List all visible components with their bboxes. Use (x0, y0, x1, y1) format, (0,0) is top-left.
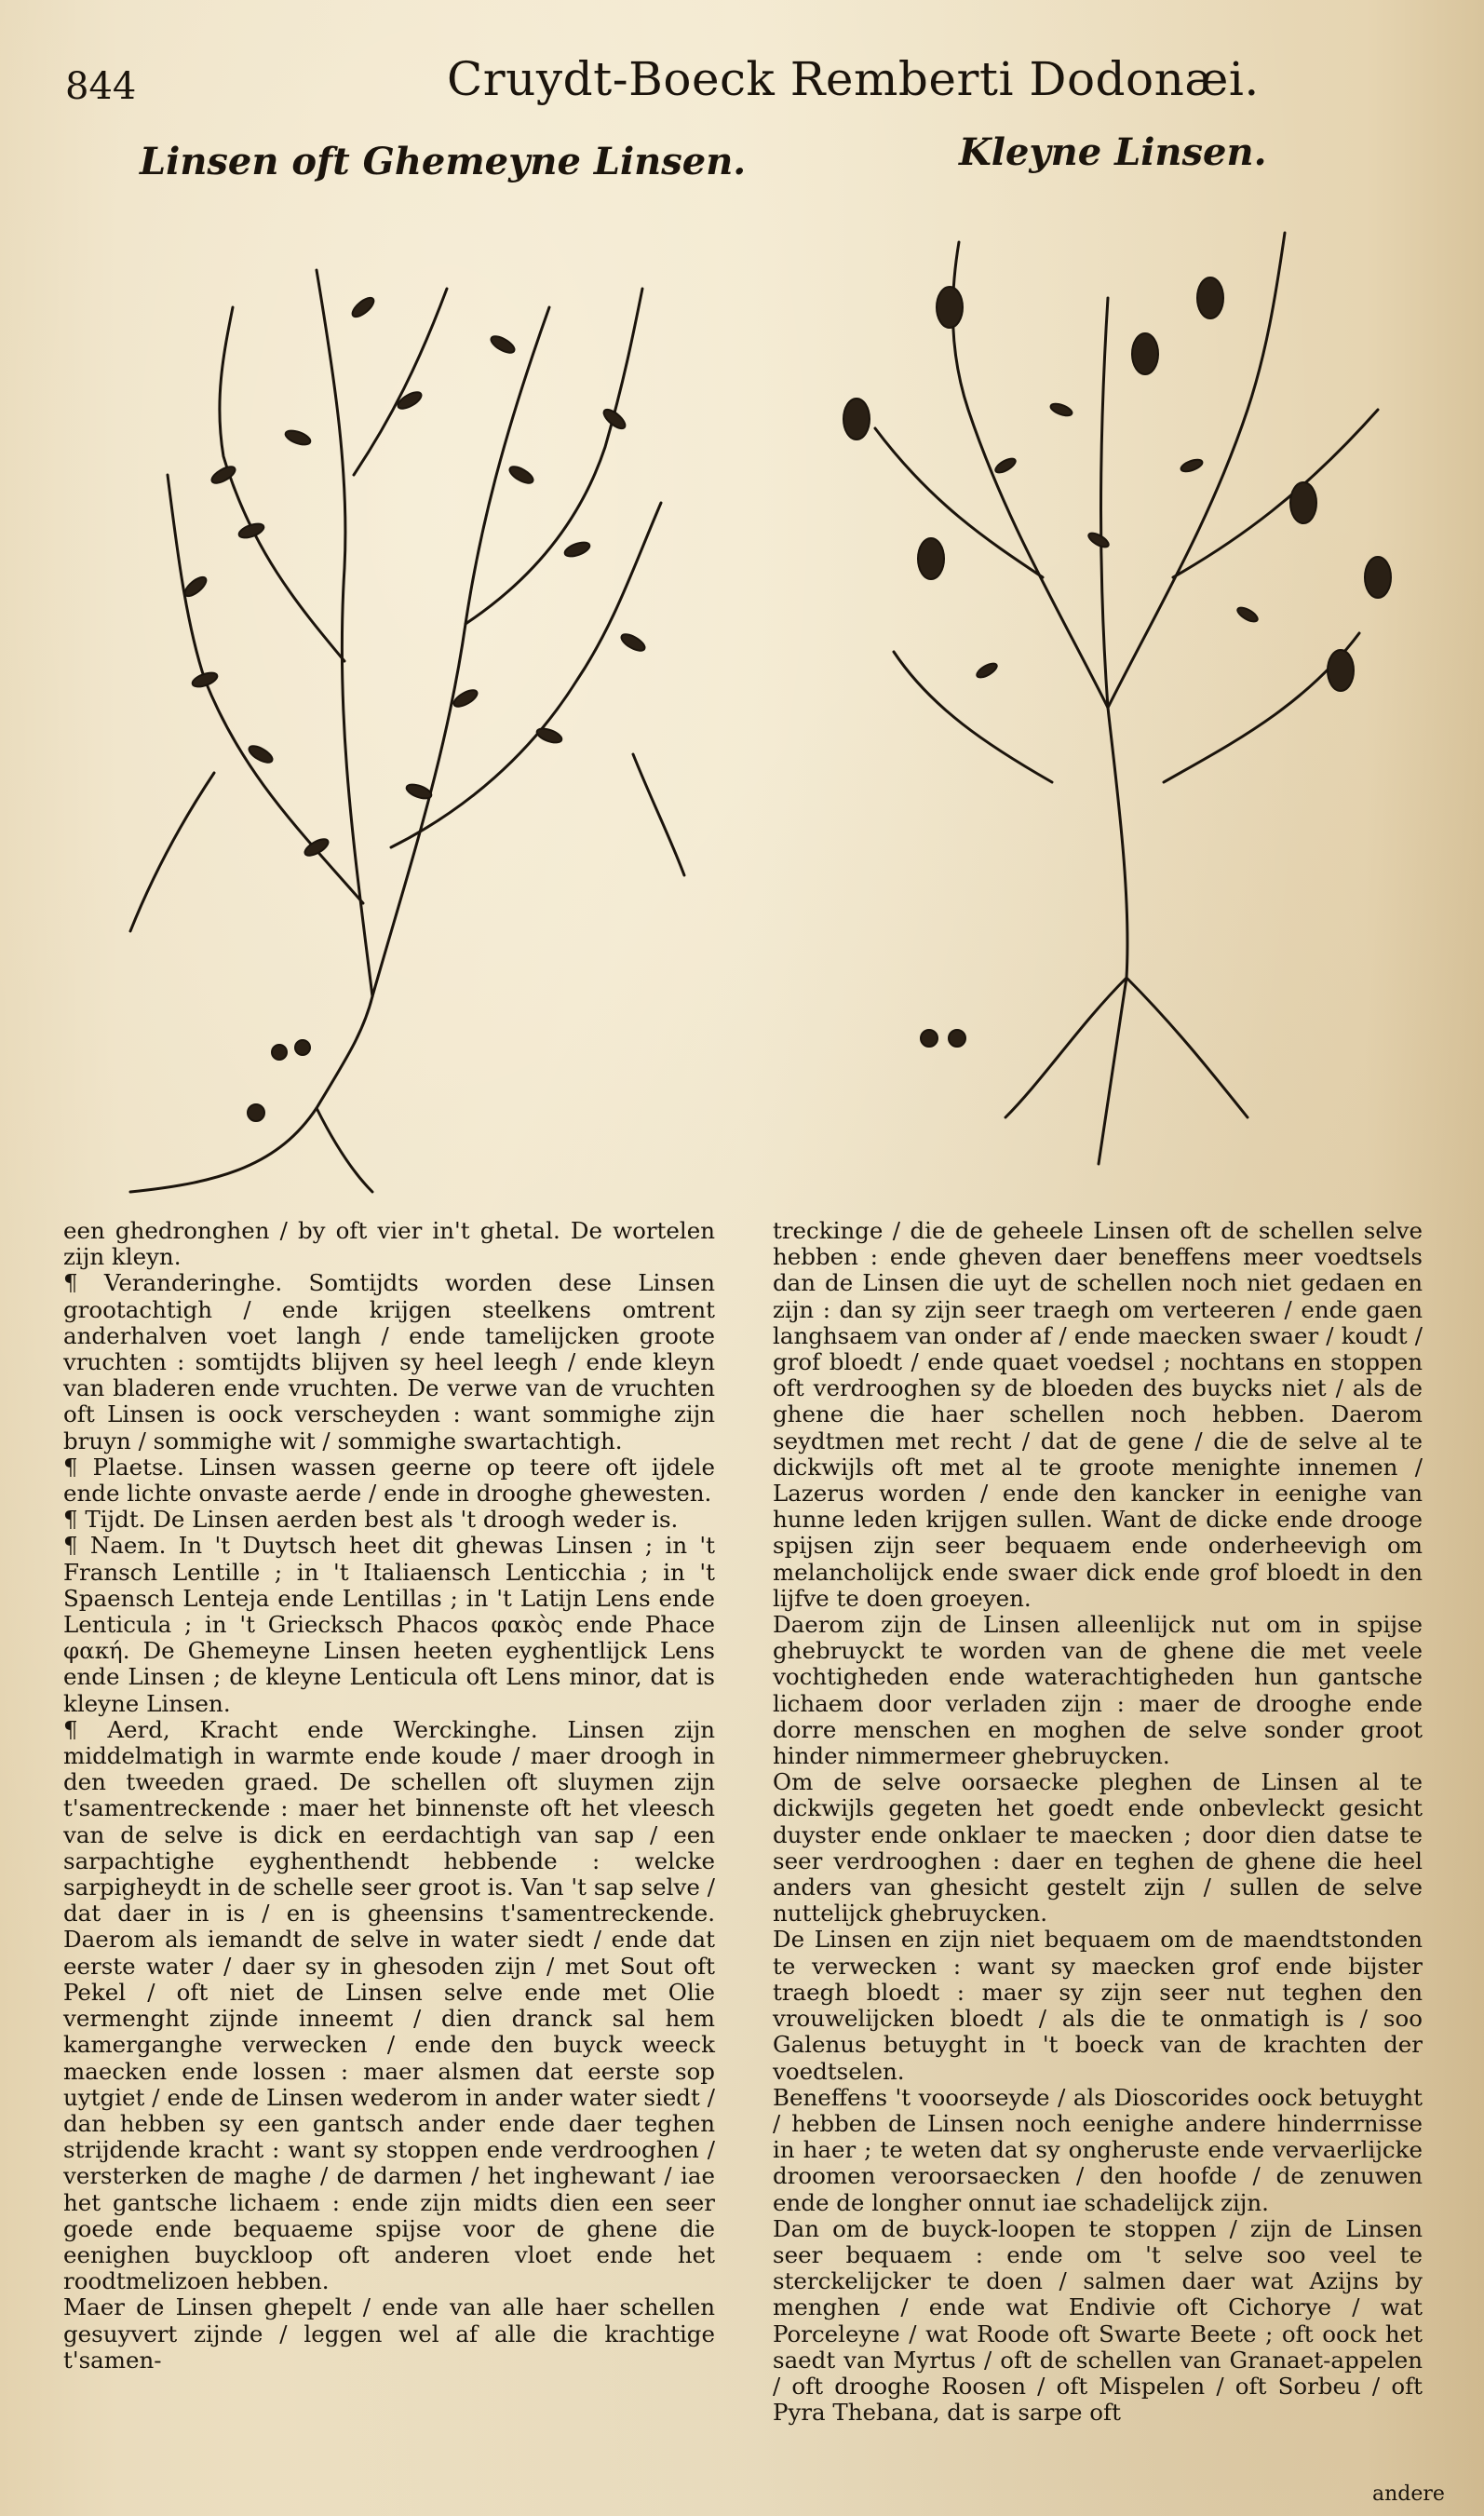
paragraph: Beneffens 't vooorseyde / als Dioscorides oock betuyght / hebben de Linsen noch eenighe andere hinderrnisse in haer ; te weten dat sy ongheruste ende vervaerlijcke droomen veroorsaecken / den hoofde / de zenuwen ende de longher onnut iae schadelijck zijn. (773, 2083, 1423, 2216)
plate-title-small-lentil: Kleyne Linsen. (959, 130, 1267, 174)
running-head: Cruydt-Boeck Remberti Dodonæi. (447, 52, 1260, 106)
paragraph-nature: ¶ Aerd, Kracht ende Werckinghe. Linsen zijn middelmatigh in warmte ende koude / maer droogh in den tweeden graed. De schellen oft sluymen zijn t'samentreckende : maer het binnenste oft het vleesch van de selve is dick en eerdachtigh van sap / een sarpachtighe eyghenthendt hebbende : welcke sarpigheydt in de schelle seer groot is. Van 't sap selve / dat daer in is / en is gheensins t'samentreckende. Daerom als iemandt de selve in water siedt / ende dat eerste water / daer sy in ghesoden zijn / met Sout oft Pekel / oft niet de Linsen selve ende met Olie vermenght zijnde inneemt / dien dranck sal hem kamerganghe verwecken / ende den buyck weeck maecken ende lossen : maer alsmen dat eerste sop uytgiet / ende de Linsen wederom in ander water siedt / dan hebben sy een gantsch ander ende daer teghen strijdende kracht : want sy stoppen ende verdrooghen / versterken de maghe / de darmen / het inghewant / iae het gantsche lichaem : ende zijn midts dien een seer goede ende bequaeme spijse voor de ghene die eenighen buyckloop oft anderen vloet ende het roodtmelizoen hebben. (63, 1715, 715, 2295)
paragraph: Daerom zijn de Linsen alleenlijck nut om in spijse ghebruyckt te worden van de ghene die met veele vochtigheden ende waterachtigheden hun gantsche lichaem door verladen zijn : maer de drooghe ende dorre menschen en moghen de selve sonder groot hinder nimmermeer ghebruycken. (773, 1611, 1423, 1770)
paragraph: Om de selve oorsaecke pleghen de Linsen al te dickwijls gegeten het goedt ende onbevleckt gesicht duyster ende onklaer te maecken ; door dien datse te seer verdrooghen : daer en teghen de ghene die heel anders van ghesicht gestelt zijn / sullen de selve nuttelijck ghebruycken. (773, 1768, 1423, 1928)
paragraph: Maer de Linsen ghepelt / ende van alle haer schellen gesuyvert zijnde / leggen wel af alle die krachtige t'samen- (63, 2293, 715, 2374)
plate-title-common-lentil: Linsen oft Ghemeyne Linsen. (140, 140, 747, 183)
paragraph: Dan om de buyck-loopen te stoppen / zijn de Linsen seer bequaem : ende om 't selve soo veel te sterckelijcker te doen / salmen daer wat Azijns by menghen / ende wat Endivie oft Cichorye / wat Porceleyne / wat Roode oft Swarte Beete ; oft oock het saedt van Myrtus / oft de schellen van Granaet-appelen / oft drooghe Roosen / oft Mispelen / oft Sorbeu / oft Pyra Thebana, dat is sarpe oft (773, 2214, 1423, 2427)
catchword: andere (1372, 2482, 1445, 2506)
paragraph-place: ¶ Plaetse. Linsen wassen geerne op teere oft ijdele ende lichte onvaste aerde / ende in drooghe ghewesten. (63, 1453, 715, 1508)
woodcut-small-lentil (819, 186, 1452, 1192)
paragraph-variation: ¶ Veranderinghe. Somtijdts worden dese Linsen grootachtigh / ende krijgen steelkens omtrent anderhalven voet langh / ende tamelijcken groote vruchten : somtijdts blijven sy heel leegh / ende kleyn van bladeren ende vruchten. De verwe van de vruchten oft Linsen is oock verscheyden : want sommighe zijn bruyn / sommighe wit / sommighe swartachtigh. (63, 1269, 715, 1454)
paragraph-time: ¶ Tijdt. De Linsen aerden best als 't droogh weder is. (63, 1506, 679, 1534)
page-number: 844 (65, 65, 137, 108)
woodcut-common-lentil (112, 196, 708, 1211)
paragraph: treckinge / die de geheele Linsen oft de schellen selve hebben : ende gheven daer beneffens meer voedtsels dan de Linsen die uyt de schellen noch niet gedaen en zijn : dan sy zijn seer traegh om verteeren / ende gaen langhsaem van onder af / ende maecken swaer / koudt / grof bloedt / ende quaet voedsel ; nochtans en stoppen oft verdrooghen sy de bloeden des buycks niet / als de ghene die haer schellen noch hebben. Daerom seydtmen met recht / dat de gene / die de selve al te dickwijls oft met al te groote menighte innemen / Lazerus worden / ende den kancker in eenighe van hunne leden krijgen sullen. Want de dicke ende drooge spijsen zijn seer bequaem ende onderheevigh om melancholijck ende swaer dick ende grof bloedt in den lijfve te doen groeyen. (773, 1217, 1423, 1612)
paragraph: De Linsen en zijn niet bequaem om de maendtstonden te verwecken : want sy maecken grof ende bijster traegh bloedt : maer sy zijn seer nut teghen den vrouwelijcken bloedt / als die te onmatigh is / soo Galenus betuyght in 't boeck van de krachten der voedtselen. (773, 1926, 1423, 2085)
text-column-left (63, 1218, 715, 2374)
text-column-right (773, 1218, 1423, 2426)
paragraph-name: ¶ Naem. In 't Duytsch heet dit ghewas Linsen ; in 't Fransch Lentille ; in 't Italiaensch Lenticchia ; in 't Spaensch Lenteja ende Lentillas ; in 't Latijn Lens ende Lenticula ; in 't Griecksch Phacos φακὸς ende Phace φακή. De Ghemeyne Linsen heeten eyghentlijck Lens ende Linsen ; de kleyne Lenticula oft Lens minor, dat is kleyne Linsen. (63, 1532, 715, 1717)
paragraph: een ghedronghen / by oft vier in't ghetal. De wortelen zijn kleyn. (63, 1217, 715, 1271)
